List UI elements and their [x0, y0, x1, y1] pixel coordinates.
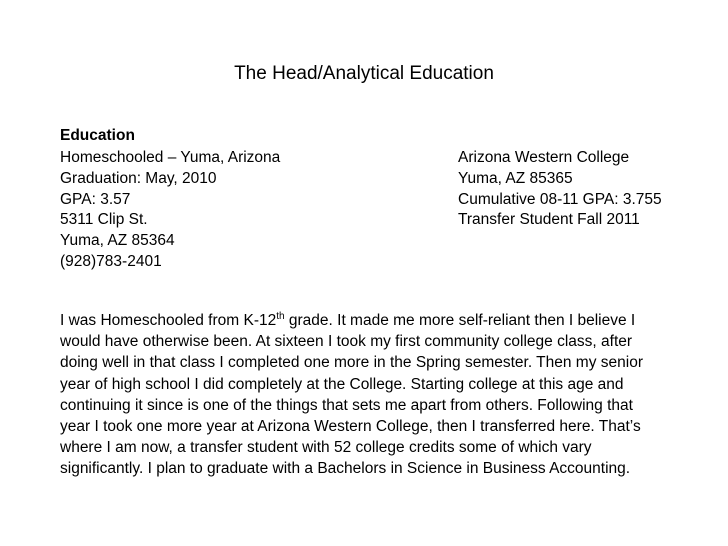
left-line-phone: (928)783-2401 [60, 252, 162, 270]
left-line-gpa: GPA: 3.57 [60, 190, 131, 208]
paragraph-line [60, 310, 690, 331]
right-line-college: Arizona Western College [458, 149, 630, 166]
education-right-column [458, 148, 718, 231]
paragraph-line1-start: I was Homeschooled from K-12 [60, 312, 277, 329]
paragraph-line: year I took one more year at Arizona Western College, then I transferred here. That’s [60, 418, 641, 436]
left-line-homeschooled: Homeschooled – Yuma, Arizona [60, 149, 281, 166]
slide-title: The Head/Analytical Education [234, 63, 494, 84]
paragraph-line: continuing it since is one of the things that sets me apart from others. Following that [60, 396, 633, 414]
ordinal-superscript: th [276, 310, 285, 322]
paragraph-line1-end: grade. It made me more self-reliant then I believe I [284, 312, 636, 329]
right-line-gpa: Cumulative 08-11 GPA: 3.755 [458, 190, 662, 208]
education-heading: Education [60, 127, 135, 144]
paragraph-line: significantly. I plan to graduate with a Bachelors in Science in Business Accounting. [60, 460, 631, 478]
left-line-street: 5311 Clip St. [60, 211, 148, 229]
left-line-graduation: Graduation: May, 2010 [60, 169, 217, 187]
paragraph-line: where I am now, a transfer student with 52 college credits some of which vary [60, 439, 592, 457]
paragraph-line: doing well in that class I completed one more in the Spring semester. Then my senior [60, 354, 643, 372]
education-left-column [60, 148, 420, 273]
right-line-transfer: Transfer Student Fall 2011 [458, 211, 640, 229]
right-line-city: Yuma, AZ 85365 [458, 169, 573, 187]
paragraph-line: would have otherwise been. At sixteen I took my first community college class, after [60, 333, 633, 351]
left-line-city: Yuma, AZ 85364 [60, 232, 175, 250]
paragraph-line: year of high school I did completely at the College. Starting college at this age and [60, 375, 624, 393]
biography-paragraph [60, 310, 690, 480]
